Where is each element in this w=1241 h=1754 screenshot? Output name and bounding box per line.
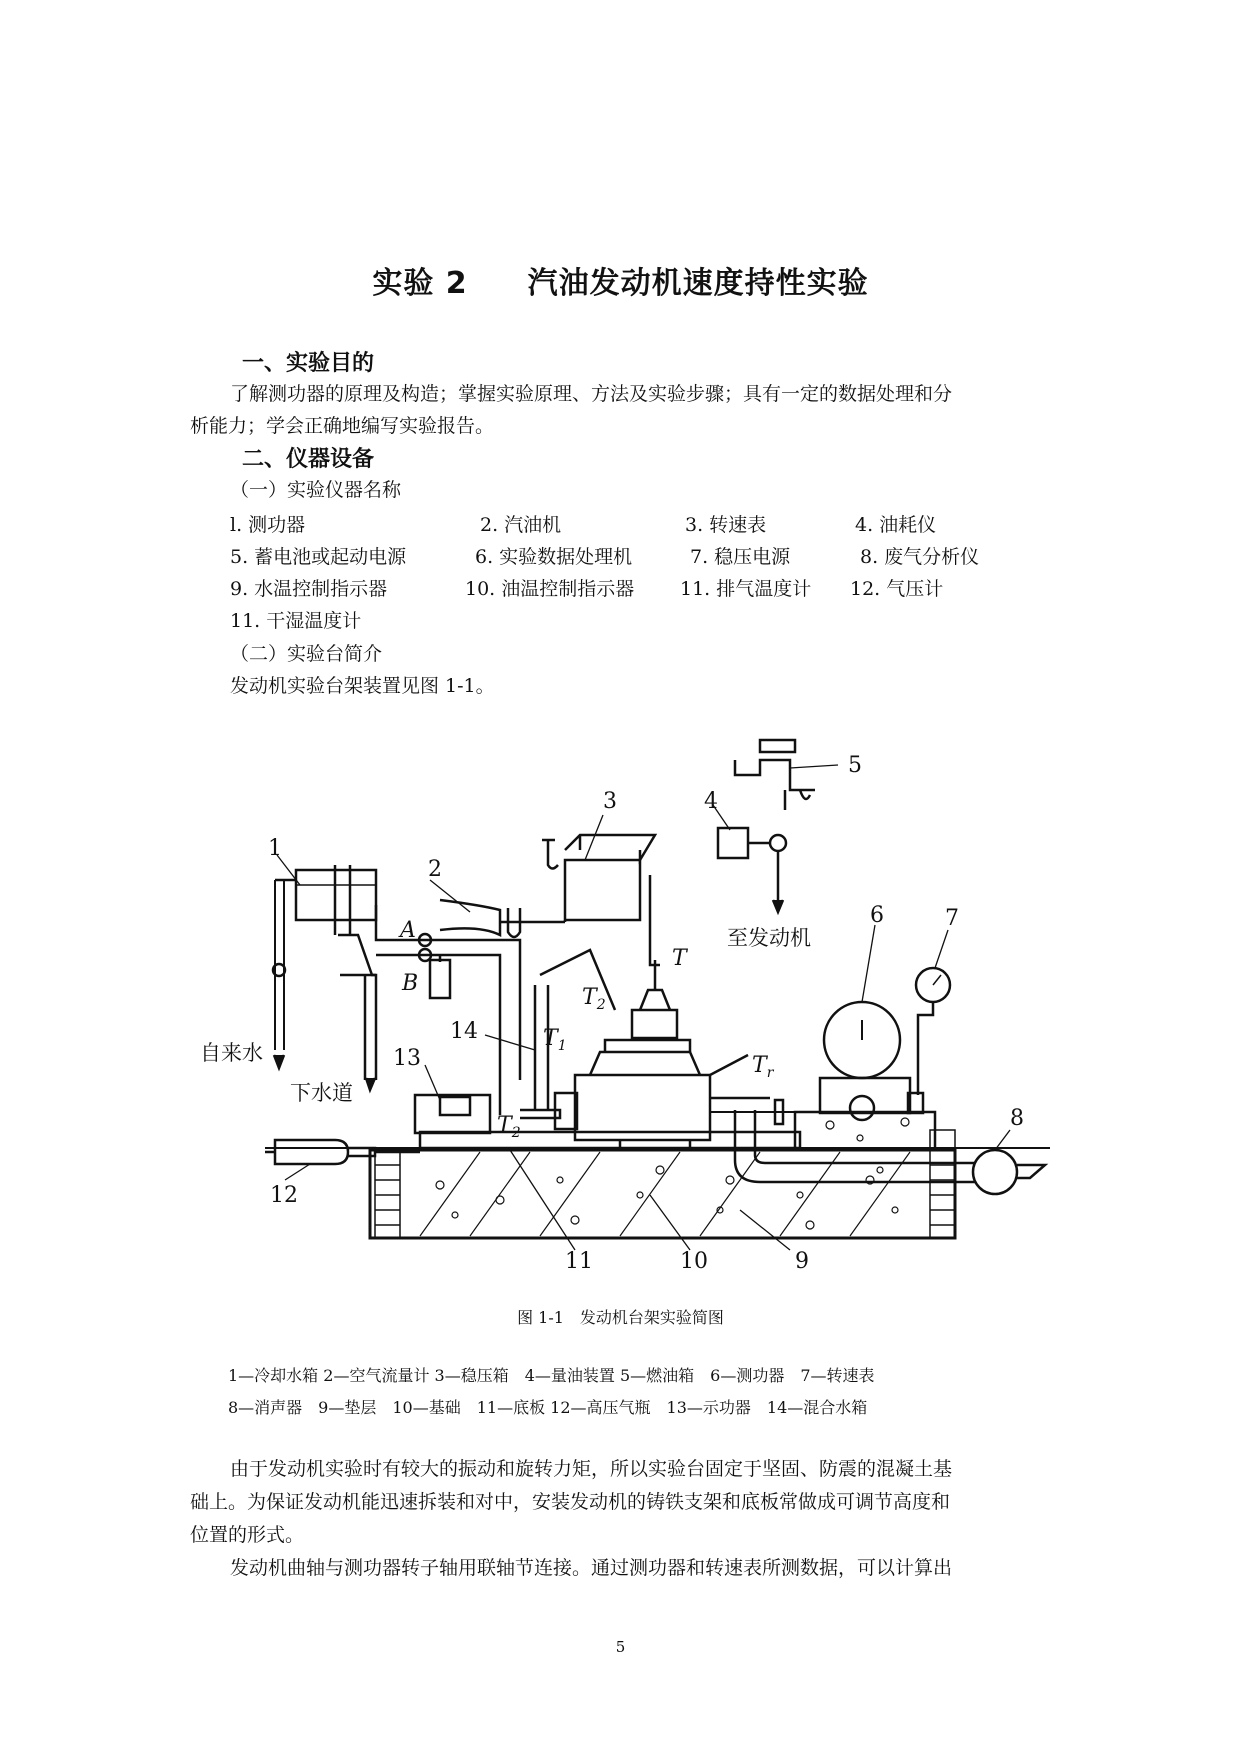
label-12: 12 bbox=[270, 1183, 298, 1208]
label-tap-water: 自来水 bbox=[200, 1041, 263, 1065]
label-7: 7 bbox=[945, 906, 959, 931]
figure-caption: 图 1-1 发动机台架实验简图 bbox=[517, 1308, 724, 1327]
label-valve-b: B bbox=[402, 971, 419, 996]
experiment-title: 汽油发动机速度持性实验 bbox=[527, 266, 869, 301]
label-to-engine: 至发动机 bbox=[727, 926, 811, 950]
instrument-item: 12. 气压计 bbox=[850, 578, 944, 600]
surge-tank bbox=[565, 860, 640, 920]
experiment-number: 实验 2 bbox=[372, 266, 468, 301]
muffler bbox=[973, 1150, 1017, 1194]
instrument-item: 11. 排气温度计 bbox=[680, 578, 812, 600]
label-1: 1 bbox=[268, 836, 282, 861]
leader-lines bbox=[277, 765, 1010, 1250]
brick-wall-left bbox=[375, 1150, 400, 1238]
label-9: 9 bbox=[795, 1249, 809, 1274]
cylinder-head bbox=[590, 1052, 700, 1075]
label-10: 10 bbox=[680, 1249, 708, 1274]
subheading-testbench: （二）实验台简介 bbox=[230, 643, 383, 665]
label-11: 11 bbox=[565, 1249, 593, 1274]
beaker-b bbox=[430, 960, 450, 998]
purpose-line-1: 了解测功器的原理及构造；掌握实验原理、方法及实验步骤；具有一定的数据处理和分 bbox=[230, 383, 953, 405]
page-title bbox=[0, 258, 1241, 302]
engine-testbench-diagram bbox=[180, 730, 1060, 1295]
label-valve-a: A bbox=[400, 918, 416, 943]
fuel-measuring-device bbox=[718, 828, 748, 858]
instrument-item: 8. 废气分析仪 bbox=[860, 546, 980, 568]
concrete-hatching bbox=[420, 1152, 910, 1236]
instrument-row bbox=[230, 606, 361, 633]
indicator bbox=[440, 1097, 470, 1115]
body-paragraph-1-line-1: 由于发动机实验时有较大的振动和旋转力矩，所以实验台固定于坚固、防震的混凝土基 bbox=[230, 1458, 953, 1480]
label-4: 4 bbox=[704, 789, 718, 814]
instrument-item: 4. 油耗仪 bbox=[855, 514, 937, 536]
label-t: T bbox=[672, 946, 687, 971]
figure-reference: 发动机实验台架装置见图 1-1。 bbox=[230, 675, 495, 697]
instrument-item: 7. 稳压电源 bbox=[690, 546, 791, 568]
label-t2-bottom: $T_2$ bbox=[497, 1113, 521, 1141]
purpose-line-2: 析能力；学会正确地编写实验报告。 bbox=[190, 415, 495, 437]
label-13: 13 bbox=[393, 1046, 421, 1071]
instrument-item: 5. 蓄电池或起动电源 bbox=[230, 546, 407, 568]
instrument-item: l. 测功器 bbox=[230, 514, 306, 536]
instrument-row bbox=[230, 542, 979, 569]
carburetor bbox=[632, 1010, 677, 1038]
label-drain: 下水道 bbox=[290, 1081, 353, 1105]
label-t2-top: $T_2$ bbox=[582, 985, 606, 1013]
label-8: 8 bbox=[1010, 1106, 1024, 1131]
concrete-aggregate bbox=[436, 1166, 898, 1229]
body-paragraph-2-line-1: 发动机曲轴与测功器转子轴用联轴节连接。通过测功器和转速表所测数据，可以计算出 bbox=[230, 1557, 953, 1579]
label-2: 2 bbox=[428, 857, 442, 882]
instrument-item: 9. 水温控制指示器 bbox=[230, 578, 388, 600]
figure-legend-line-2: 8—消声器 9—垫层 10—基础 11—底板 12—高压气瓶 13—示功器 14—混合水箱 bbox=[228, 1398, 868, 1417]
exhaust-pipe bbox=[735, 1110, 975, 1182]
label-14: 14 bbox=[450, 1019, 478, 1044]
instrument-item: 6. 实验数据处理机 bbox=[475, 546, 633, 568]
instrument-item: 10. 油温控制指示器 bbox=[465, 578, 635, 600]
instrument-row bbox=[230, 574, 943, 601]
instrument-item: 11. 干湿温度计 bbox=[230, 610, 362, 632]
body-paragraph-1-line-3: 位置的形式。 bbox=[190, 1524, 305, 1546]
subheading-instruments: （一）实验仪器名称 bbox=[230, 479, 402, 501]
label-3: 3 bbox=[603, 789, 617, 814]
label-6: 6 bbox=[870, 903, 884, 928]
engine-block bbox=[575, 1075, 710, 1140]
figure-legend-line-1: 1—冷却水箱 2—空气流量计 3—稳压箱 4—量油装置 5—燃油箱 6—测功器 7—转速表 bbox=[228, 1366, 875, 1385]
instrument-item: 2. 汽油机 bbox=[480, 514, 562, 536]
instrument-row bbox=[230, 510, 936, 537]
section-heading-equipment: 二、仪器设备 bbox=[242, 447, 375, 472]
gas-cylinder bbox=[275, 1140, 348, 1164]
fuel-tank bbox=[735, 760, 815, 790]
label-tr: $T_r$ bbox=[752, 1053, 774, 1081]
page-number: 5 bbox=[615, 1638, 626, 1656]
label-t1: $T_1$ bbox=[543, 1026, 567, 1054]
label-5: 5 bbox=[848, 753, 862, 778]
air-flow-meter bbox=[440, 900, 500, 935]
instrument-item: 3. 转速表 bbox=[685, 514, 767, 536]
body-paragraph-1-line-2: 础上。为保证发动机能迅速拆装和对中，安装发动机的铸铁支架和底板常做成可调节高度和 bbox=[190, 1491, 951, 1513]
section-heading-purpose: 一、实验目的 bbox=[242, 351, 375, 376]
dynamometer-pad bbox=[795, 1112, 935, 1150]
